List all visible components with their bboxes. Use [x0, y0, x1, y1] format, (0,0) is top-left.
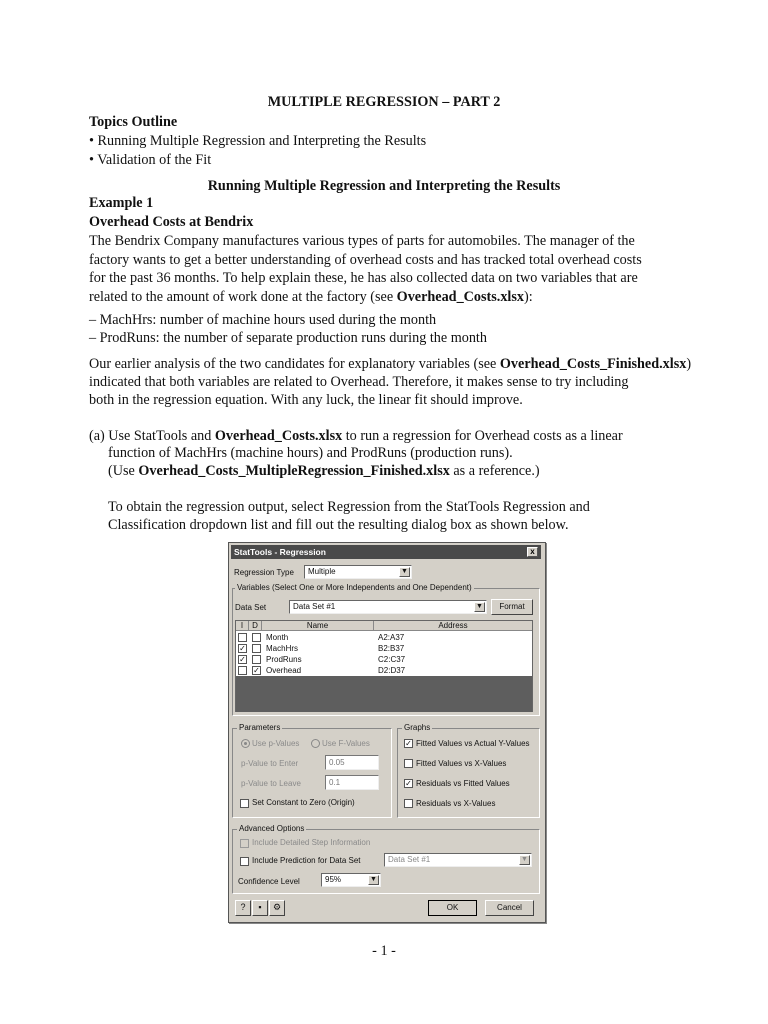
file-reference: Overhead_Costs_MultipleRegression_Finished.xlsx — [138, 463, 450, 479]
variable-name: ProdRuns — [266, 655, 302, 664]
format-button[interactable]: Format — [491, 599, 533, 615]
variable-name: Month — [266, 633, 289, 642]
analysis-line: Our earlier analysis of the two candidates for explanatory variables (see Overhead_Costs_Finished.xlsx) — [89, 356, 692, 372]
regression-type-select[interactable]: Multiple ▼ — [304, 565, 412, 579]
variable-address: A2:A37 — [378, 633, 405, 642]
intro-line: The Bendrix Company manufactures various types of parts for automobiles. The manager of the — [89, 233, 635, 249]
table-row[interactable] — [236, 643, 532, 654]
variable-address: C2:C37 — [378, 655, 406, 664]
use-f-values-label: Use F-Values — [322, 739, 370, 748]
intro-line: related to the amount of work done at the factory (see Overhead_Costs.xlsx): — [89, 289, 533, 305]
include-prediction-label: Include Prediction for Data Set — [252, 856, 361, 865]
graph-label: Residuals vs Fitted Values — [416, 779, 510, 788]
use-f-values-radio[interactable] — [311, 739, 320, 748]
help-icon[interactable]: ? — [235, 900, 251, 916]
topic-item: • Running Multiple Regression and Interpreting the Results — [89, 133, 427, 149]
chevron-down-icon: ▼ — [399, 567, 410, 577]
variable-name: Overhead — [266, 666, 302, 675]
set-constant-checkbox[interactable] — [240, 799, 249, 808]
confidence-level-label: Confidence Level — [238, 877, 300, 886]
settings-icon[interactable]: ⚙ — [269, 900, 285, 916]
ok-button[interactable]: OK — [428, 900, 477, 916]
part-a-line: (a) Use StatTools and Overhead_Costs.xlsx to run a regression for Overhead costs as a linear — [89, 428, 623, 444]
example-title: Overhead Costs at Bendrix — [89, 214, 254, 230]
page-number: - 1 - — [372, 943, 396, 959]
include-prediction-checkbox[interactable] — [240, 857, 249, 866]
section-heading: Running Multiple Regression and Interpreting the Results — [207, 178, 561, 194]
column-header: Name — [262, 621, 374, 631]
file-reference: Overhead_Costs.xlsx — [214, 428, 343, 444]
close-icon[interactable]: x — [527, 547, 538, 557]
column-header: I — [236, 621, 249, 631]
chevron-down-icon: ▼ — [519, 855, 530, 865]
include-detailed-checkbox[interactable] — [240, 839, 249, 848]
dependent-checkbox[interactable] — [252, 633, 261, 642]
graphs-group-label: Graphs — [404, 723, 431, 732]
variables-table — [235, 620, 533, 712]
intro-line: factory wants to get a better understanding of overhead costs and has tracked total overhead costs — [89, 252, 642, 268]
dependent-checkbox[interactable]: ✓ — [253, 666, 260, 675]
analysis-line: both in the regression equation. With any luck, the linear fit should improve. — [89, 392, 523, 408]
stattools-regression-dialog — [228, 542, 546, 923]
data-set-label: Data Set — [235, 603, 267, 612]
data-set-select[interactable]: Data Set #1 ▼ — [289, 600, 487, 614]
regression-type-label: Regression Type — [234, 568, 294, 577]
graph-label: Fitted Values vs X-Values — [416, 759, 507, 768]
analysis-line: indicated that both variables are related to Overhead. Therefore, it makes sense to try including — [89, 374, 629, 390]
include-detailed-label: Include Detailed Step Information — [252, 838, 371, 847]
variables-group-label: Variables (Select One or More Independents and One Dependent) — [237, 583, 472, 592]
graph-label: Residuals vs X-Values — [416, 799, 496, 808]
advanced-options-label: Advanced Options — [239, 824, 305, 833]
dependent-checkbox[interactable] — [252, 644, 261, 653]
chevron-down-icon: ▼ — [474, 602, 485, 612]
part-a-line: (Use Overhead_Costs_MultipleRegression_Finished.xlsx as a reference.) — [108, 463, 540, 479]
cancel-button[interactable]: Cancel — [485, 900, 534, 916]
example-label: Example 1 — [89, 195, 154, 211]
topics-heading: Topics Outline — [89, 114, 178, 130]
independent-checkbox[interactable]: ✓ — [239, 644, 246, 653]
column-header: Address — [438, 621, 468, 630]
variable-name: MachHrs — [266, 644, 299, 653]
use-p-values-label: Use p-Values — [252, 739, 300, 748]
variable-address: B2:B37 — [378, 644, 405, 653]
dependent-checkbox[interactable] — [252, 655, 261, 664]
graph-checkbox[interactable] — [404, 799, 413, 808]
part-a-line: function of MachHrs (machine hours) and ProdRuns (production runs). — [108, 445, 513, 461]
confidence-level-select[interactable]: 95% ▼ — [321, 873, 381, 887]
dialog-titlebar — [231, 545, 541, 559]
p-leave-input[interactable]: 0.1 — [325, 775, 379, 790]
p-enter-input[interactable]: 0.05 — [325, 755, 379, 770]
set-constant-label: Set Constant to Zero (Origin) — [252, 798, 355, 807]
table-row[interactable] — [236, 632, 532, 643]
graph-label: Fitted Values vs Actual Y-Values — [416, 739, 530, 748]
independent-checkbox[interactable] — [238, 633, 247, 642]
graph-checkbox[interactable]: ✓ — [405, 779, 412, 788]
save-icon[interactable]: ▪ — [252, 900, 268, 916]
variable-item: – MachHrs: number of machine hours used during the month — [89, 312, 437, 328]
prediction-data-set-select[interactable]: Data Set #1 ▼ — [384, 853, 532, 867]
intro-line: for the past 36 months. To help explain these, he has also collected data on two variables that are — [89, 270, 638, 286]
file-reference: Overhead_Costs_Finished.xlsx — [499, 356, 687, 372]
part-a-line: Classification dropdown list and fill out the resulting dialog box as shown below. — [108, 517, 569, 533]
graph-checkbox[interactable] — [404, 759, 413, 768]
p-leave-label: p-Value to Leave — [241, 779, 301, 788]
independent-checkbox[interactable] — [238, 666, 247, 675]
variable-address: D2:D37 — [378, 666, 406, 675]
topic-item: • Validation of the Fit — [89, 152, 212, 168]
column-header: D — [249, 621, 262, 631]
variables-table-header — [236, 621, 532, 631]
variable-item: – ProdRuns: the number of separate production runs during the month — [89, 330, 487, 346]
table-row[interactable] — [236, 665, 532, 676]
parameters-group-label: Parameters — [239, 723, 281, 732]
part-a-line: To obtain the regression output, select Regression from the StatTools Regression and — [108, 499, 590, 515]
page-title: MULTIPLE REGRESSION – PART 2 — [267, 94, 501, 110]
p-enter-label: p-Value to Enter — [241, 759, 299, 768]
file-reference: Overhead_Costs.xlsx — [396, 289, 524, 305]
use-p-values-radio[interactable] — [241, 739, 250, 748]
table-empty-area — [236, 676, 532, 712]
independent-checkbox[interactable]: ✓ — [239, 655, 246, 664]
table-row[interactable] — [236, 654, 532, 665]
dialog-title: StatTools - Regression — [234, 547, 326, 557]
chevron-down-icon: ▼ — [368, 875, 379, 885]
graph-checkbox[interactable]: ✓ — [405, 739, 412, 748]
